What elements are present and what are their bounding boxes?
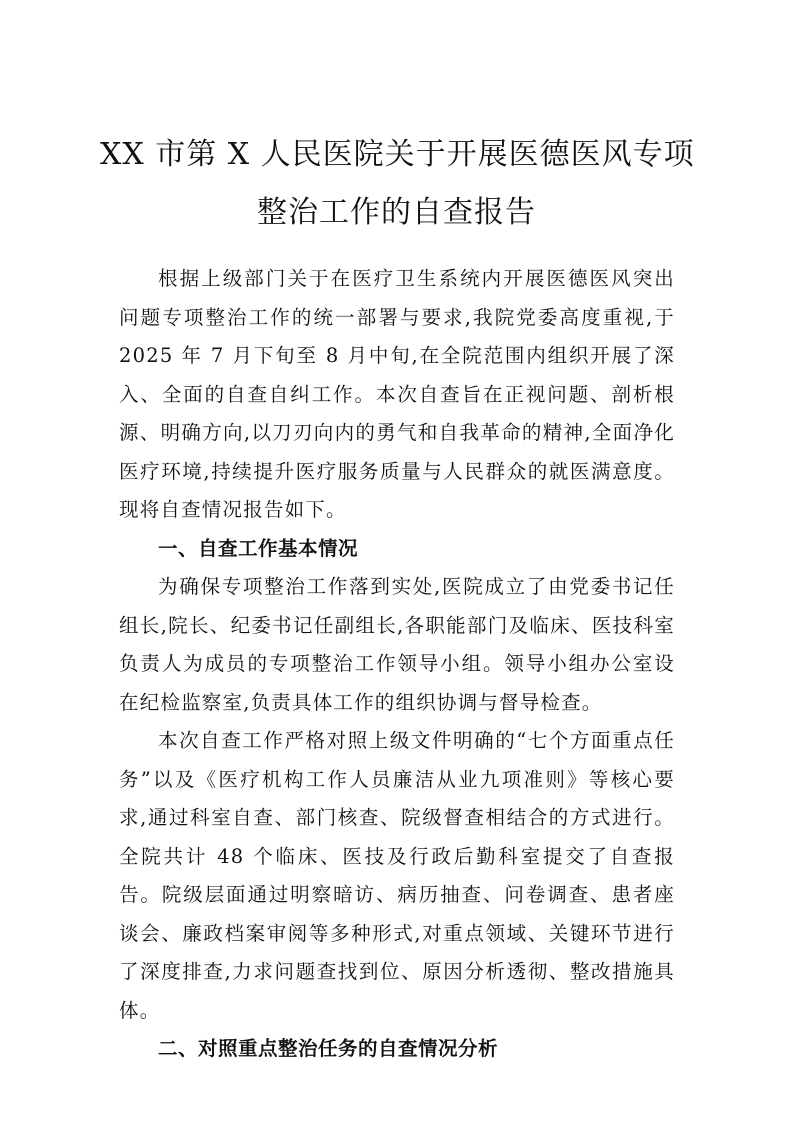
section-1-paragraph-1: 为确保专项整治工作落到实处,医院成立了由党委书记任组长,院长、纪委书记任副组长,各职能部门及临床、医技科室负责人为成员的专项整治工作领导小组。领导小组办公室设在纪检监察室,负责具体工作的组织协调与督导检查。 [119,575,675,714]
document-title-line-1: XX 市第 X 人民医院关于开展医德医风专项 [100,137,695,172]
section-heading-1: 一、自查工作基本情况 [158,536,359,560]
intro-paragraph: 根据上级部门关于在医疗卫生系统内开展医德医风突出问题专项整治工作的统一部署与要求,我院党委高度重视,于 2025 年 7 月下旬至 8 月中旬,在全院范围内组织开展了深入、全面的自查自纠工作。本次自查旨在正视问题、剖析根源、明确方向,以刀刃向内的勇气和自我革命的精神,全面净化医疗环境,持续提升医疗服务质量与人民群众的就医满意度。现将自查情况报告如下。 [119,267,675,521]
document-title-line-2: 整治工作的自查报告 [257,195,536,230]
section-1-paragraph-2: 本次自查工作严格对照上级文件明确的“七个方面重点任务”以及《医疗机构工作人员廉洁从业九项准则》等核心要求,通过科室自查、部门核查、院级督查相结合的方式进行。全院共计 48 个临床、医技及行政后勤科室提交了自查报告。院级层面通过明察暗访、病历抽查、问卷调查、患者座谈会、廉政档案审阅等多种形式,对重点领域、关键环节进行了深度排查,力求问题查找到位、原因分析透彻、整改措施具体。 [119,729,675,1022]
section-heading-2: 二、对照重点整治任务的自查情况分析 [158,1037,499,1060]
document-body [119,260,675,1069]
